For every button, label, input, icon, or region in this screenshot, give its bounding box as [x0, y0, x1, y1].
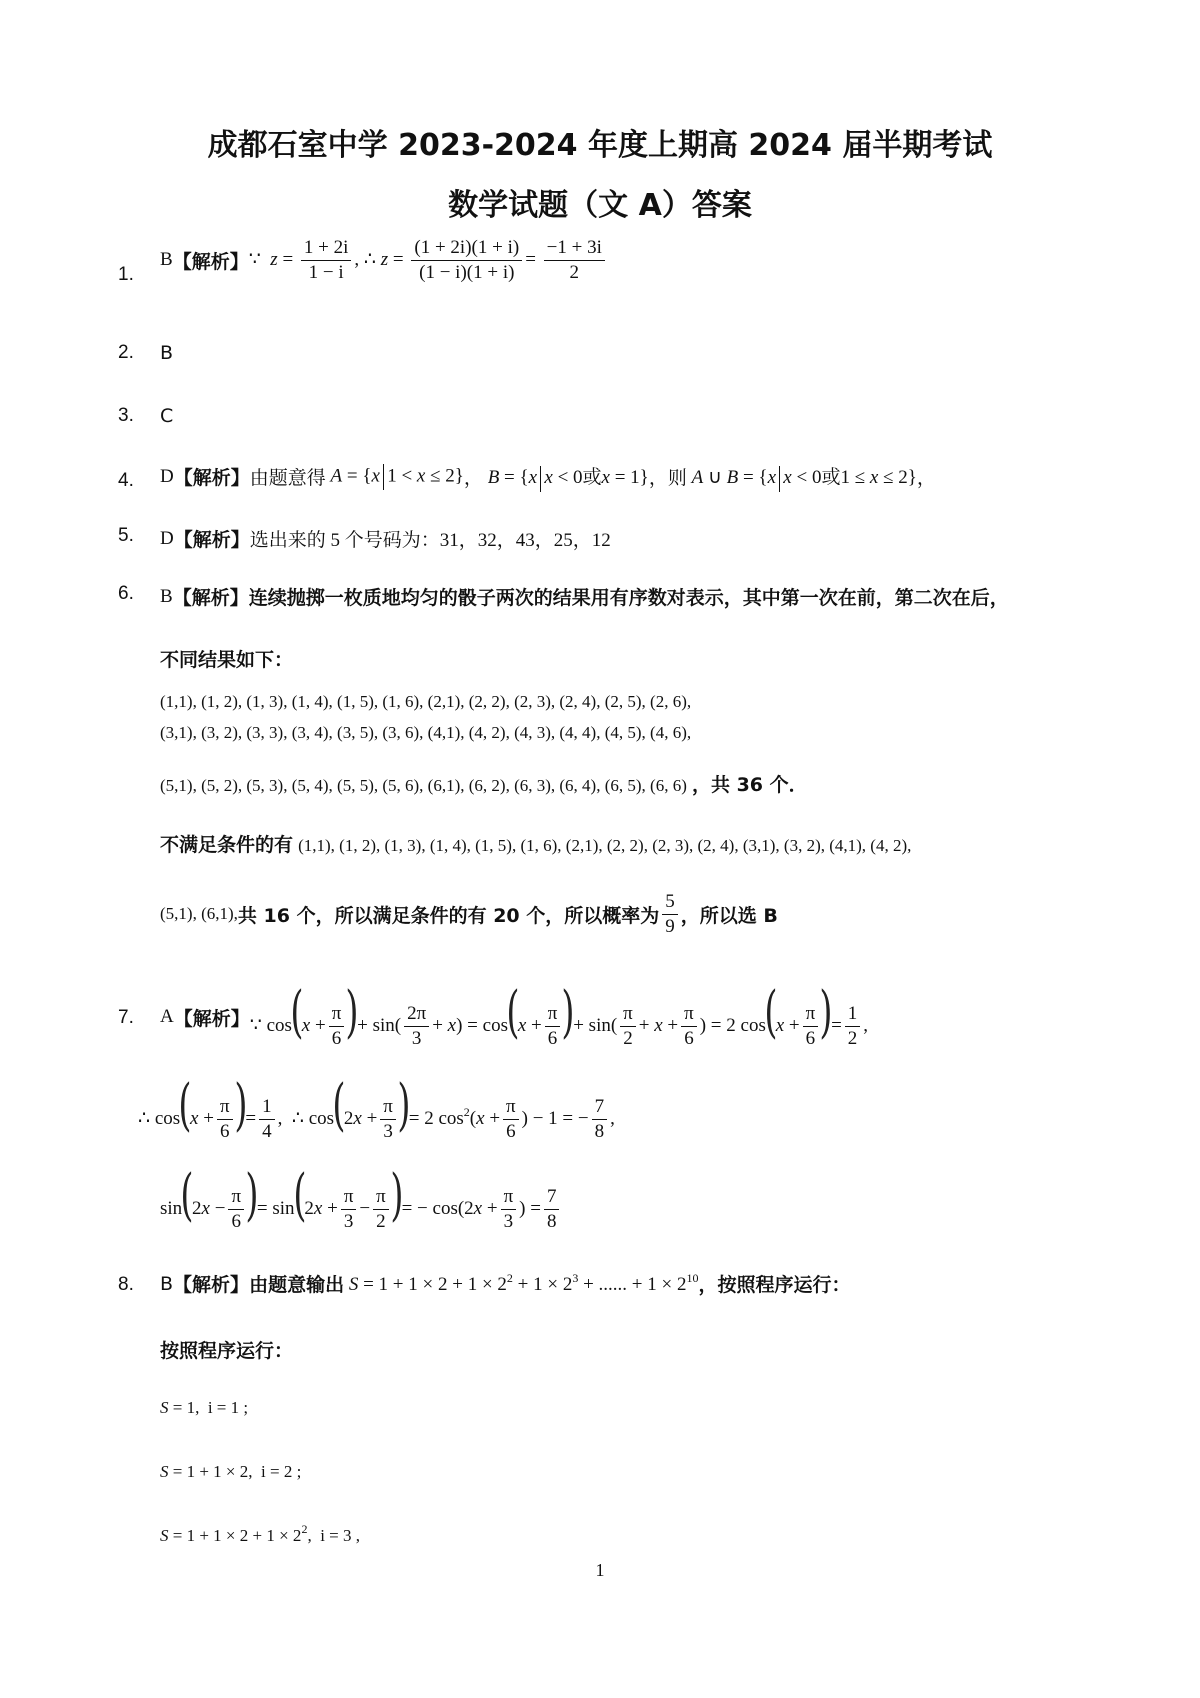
formula: ∴ cos(x + $\frac{\pi}{6}$ )= $\frac{1}{4}$ , ∴ cos(2x + $\frac{\pi}{3}$ )= 2 $\cos^2(x$ + $\frac{\pi}{6}$ ) − 1 = − $\frac{7}{8}$ , — [138, 1073, 615, 1143]
question-number: 5. — [118, 525, 134, 546]
jiexi-label: 【解析】 — [173, 1274, 250, 1296]
q8-step-1: S = 1, i = 1 ; — [160, 1398, 249, 1417]
jiexi-label: 【解析】 — [172, 250, 249, 273]
jiexi-label: 【解析】 — [173, 467, 250, 490]
answer-letter: D — [160, 527, 174, 549]
answer-letter: A — [160, 1006, 174, 1028]
q6-unsatisfied: 不满足条件的有 (1,1), (1, 2), (1, 3), (1, 4), (1, 5), (1, 6), (2,1), (2, 2), (2, 3), (2, 4), (3,1), (3, 2), (4,1), (4, 2), — [160, 834, 912, 856]
jiexi-label: 【解析】 — [173, 529, 250, 551]
q8-step-2: S = 1 + 1 × 2, i = 2 ; — [160, 1462, 302, 1481]
q8-run-label: 按照程序运行： — [160, 1340, 294, 1362]
q6-conclusion: (5,1), (6,1), 共 16 个，所以满足条件的有 20 个，所以概率为 $\frac{5}{9}$ ，所以选 B — [160, 891, 778, 937]
title-line-1: 成都石室中学 2023-2024 年度上期高 2024 届半期考试 — [207, 128, 993, 163]
formula: B = {x x < 0或x = 1} — [483, 462, 649, 492]
q6-results-row-3: (5,1), (5, 2), (5, 3), (5, 4), (5, 5), (5, 6), (6,1), (6, 2), (6, 3), (6, 4), (6, 5), (6, 6) ，共 36 个． — [160, 774, 808, 796]
answer-letter: B — [160, 342, 174, 364]
formula: sin(2x − $\frac{\pi}{6}$ )= sin(2x + $\frac{\pi}{3}$ − $\frac{\pi}{2}$ )= − cos(2x + $\frac{\pi}{3}$ ) = $\frac{7}{8}$ — [160, 1168, 562, 1232]
answer-letter: C — [160, 405, 174, 427]
page-number: 1 — [595, 1560, 605, 1580]
formula: $S = 1 + 1 \times 2 + 1 \times 2^2 + 1 \times 2^3$ + ...... + $1 \times 2^{10}$ — [348, 1271, 699, 1295]
formula: ∵ cos(x + $\frac{\pi}{6}$ )+ sin( $\frac{2\pi}{3}$ + x) = cos(x + $\frac{\pi}{6}$ )+ sin( $\frac{\pi}{2}$ + x + $\frac{\pi}{6}$ ) = 2 cos(x + $\frac{\pi}{6}$ )= $\frac{1}{2}$ , — [249, 980, 869, 1050]
q6-results-row-2: (3,1), (3, 2), (3, 3), (3, 4), (3, 5), (3, 6), (4,1), (4, 2), (4, 3), (4, 4), (4, 5), (4, 6), — [160, 723, 692, 742]
formula: ∵ z = $\frac{1 + 2i}{1 - i}$ , ∴ z = $\frac{(1 + 2i)(1 + i)}{(1 - i)(1 + i)}$ = $\frac{-1 + 3i}{2}$ — [249, 238, 608, 283]
question-number: 3. — [118, 405, 134, 426]
question-number: 1. — [118, 264, 134, 285]
formula: A = {x 1 < x ≤ 2} — [326, 464, 464, 490]
question-number: 7. — [118, 1007, 134, 1028]
question-number: 4. — [118, 470, 134, 491]
question-number: 6. — [118, 583, 134, 604]
answer-letter: B — [160, 585, 173, 607]
answer-letter: B — [160, 249, 173, 271]
title-line-2: 数学试题（文 A）答案 — [448, 188, 752, 223]
formula: A ∪ B = {x x < 0或1 ≤ x ≤ 2} — [687, 462, 917, 492]
jiexi-label: 【解析】 — [173, 1007, 250, 1030]
question-number: 2. — [118, 342, 134, 363]
question-number: 8. — [118, 1274, 134, 1295]
q8-step-3: $S = 1 + 1 \times 2 + 1 \times 2^2$, i = 3 , — [160, 1522, 360, 1545]
jiexi-label: 【解析】 — [172, 587, 249, 609]
probability-fraction: $\frac{5}{9}$ — [662, 892, 678, 937]
answer-letter: B — [160, 1272, 174, 1295]
q6-results-row-1: (1,1), (1, 2), (1, 3), (1, 4), (1, 5), (1, 6), (2,1), (2, 2), (2, 3), (2, 4), (2, 5), (2, 6), — [160, 692, 692, 711]
q6-intro: 不同结果如下： — [160, 649, 294, 671]
answer-letter: D — [160, 465, 174, 487]
